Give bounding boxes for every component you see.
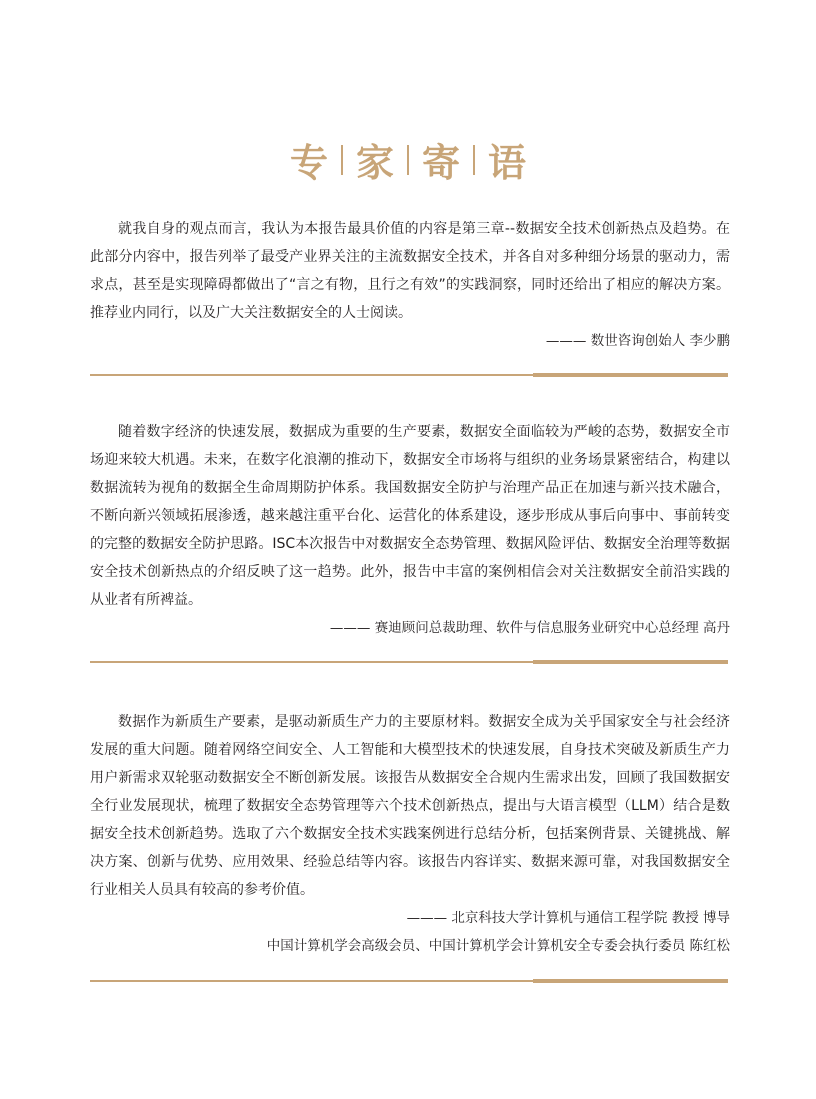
comment-signature: ——— 数世咨询创始人 李少鹏 bbox=[545, 333, 730, 349]
expert-comment-1 bbox=[90, 215, 730, 355]
expert-comment-2 bbox=[90, 418, 730, 642]
comment-signature: ——— 赛迪顾问总裁助理、软件与信息服务业研究中心总经理 高丹 bbox=[329, 620, 730, 636]
section-divider-accent bbox=[533, 979, 728, 983]
comment-body: 随着数字经济的快速发展，数据成为重要的生产要素，数据安全面临较为严峻的态势，数据安全市场迎来较大机遇。未来，在数字化浪潮的推动下，数据安全市场将与组织的业务场景紧密结合，构建以数据流转为视角的数据全生命周期防护体系。我国数据安全防护与治理产品正在加速与新兴技术融合，不断向新兴领域拓展渗透，越来越注重平台化、运营化的体系建设，逐步形成从事后向事中、事前转变的完整的数据安全防护思路。ISC本次报告中对数据安全态势管理、数据风险评估、数据安全治理等数据安全技术创新热点的介绍反映了这一趋势。此外，报告中丰富的案例相信会对关注数据安全前沿实践的从业者有所裨益。 bbox=[90, 424, 730, 608]
title-char: 语 bbox=[488, 141, 527, 185]
title-char: 专 bbox=[290, 141, 329, 185]
comment-body: 数据作为新质生产要素，是驱动新质生产力的主要原材料。数据安全成为关乎国家安全与社会经济发展的重大问题。随着网络空间安全、人工智能和大模型技术的快速发展，自身技术突破及新质生产力用户新需求双轮驱动数据安全不断创新发展。该报告从数据安全合规内生需求出发，回顾了我国数据安全行业发展现状，梳理了数据安全态势管理等六个技术创新热点，提出与大语言模型（LLM）结合是数据安全技术创新趋势。选取了六个数据安全技术实践案例进行总结分析，包括案例背景、关键挑战、解决方案、创新与优势、应用效果、经验总结等内容。该报告内容详实、数据来源可靠，对我国数据安全行业相关人员具有较高的参考价值。 bbox=[90, 714, 730, 898]
title-divider bbox=[407, 145, 409, 175]
comment-body: 就我自身的观点而言，我认为本报告最具价值的内容是第三章--数据安全技术创新热点及趋势。在此部分内容中，报告列举了最受产业界关注的主流数据安全技术，并各自对多种细分场景的驱动力，需求点，甚至是实现障碍都做出了“言之有物，且行之有效”的实践洞察，同时还给出了相应的解决方案。推荐业内同行，以及广大关注数据安全的人士阅读。 bbox=[90, 221, 730, 321]
section-divider-accent bbox=[533, 660, 728, 664]
expert-comment-3 bbox=[90, 708, 730, 960]
title-divider bbox=[473, 145, 475, 175]
comment-signature-line-2: 中国计算机学会高级会员、中国计算机学会计算机安全专委会执行委员 陈红松 bbox=[266, 938, 730, 954]
title-divider bbox=[341, 145, 343, 175]
page-title bbox=[0, 132, 816, 187]
title-char: 家 bbox=[356, 141, 395, 185]
section-divider-accent bbox=[533, 373, 728, 377]
title-char: 寄 bbox=[422, 141, 461, 185]
comment-signature: ——— 北京科技大学计算机与通信工程学院 教授 博导 bbox=[406, 910, 730, 926]
